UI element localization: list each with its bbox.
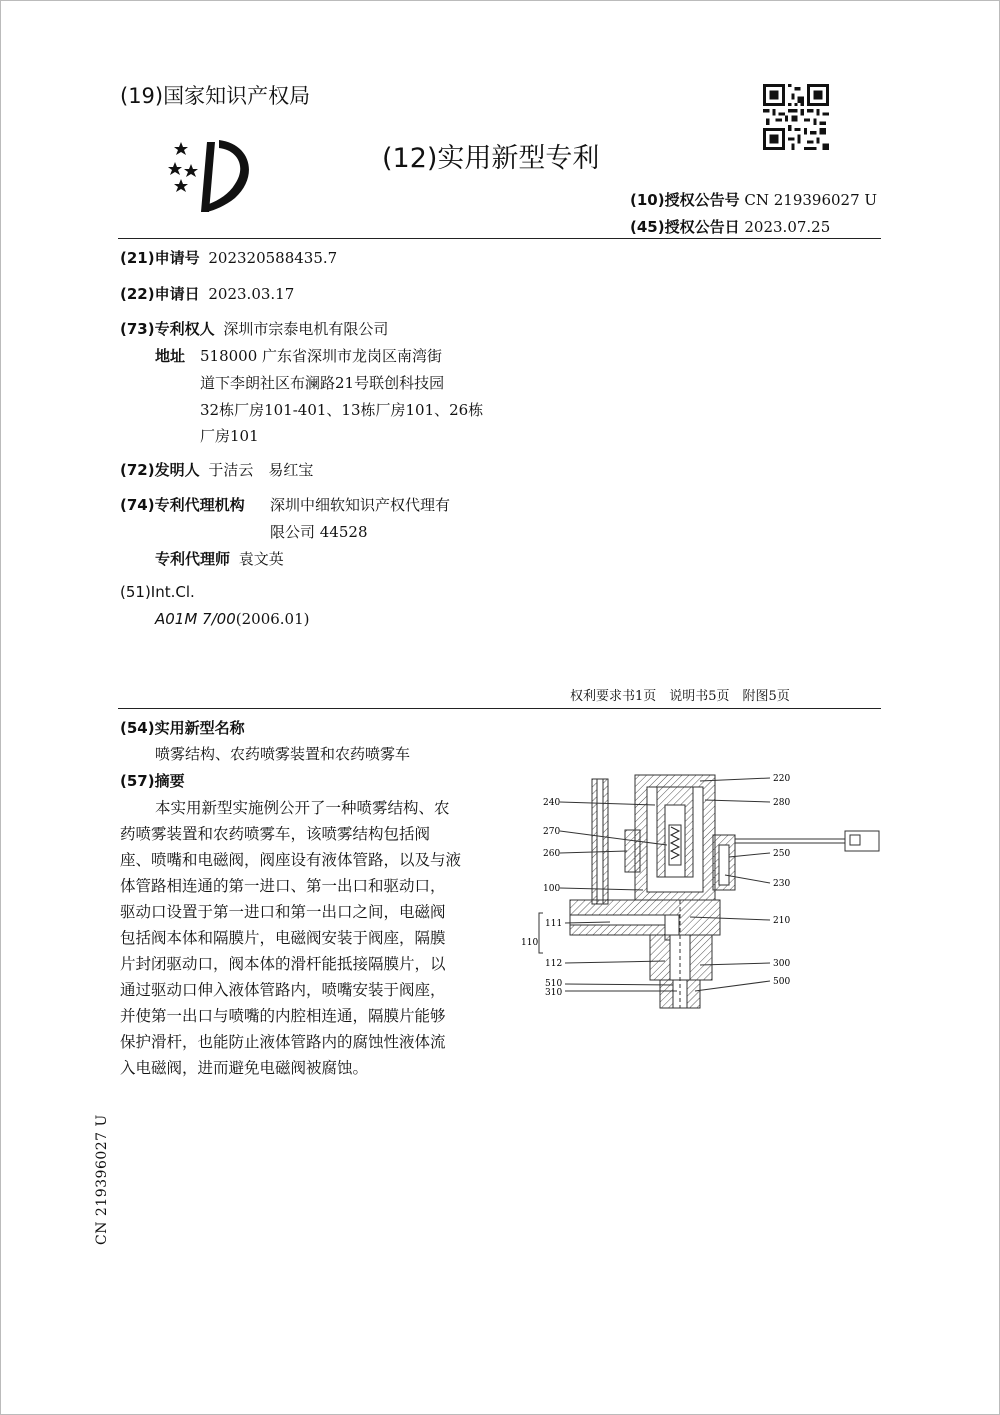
abstract-line: 并使第一出口与喷嘴的内腔相连通，隔膜片能够 [120, 1007, 446, 1025]
publication-number-value: CN 219396027 U [744, 191, 878, 209]
address-line: 32栋厂房101-401、13栋厂房101、26栋 [200, 401, 484, 419]
figure-label-500: 500 [773, 977, 791, 987]
spray-structure-drawing [515, 765, 885, 1015]
abstract-line: 座、喷嘴和电磁阀，阀座设有液体管路，以及与液 [120, 851, 462, 869]
figure-label-100: 100 [543, 884, 561, 894]
application-number-value: 202320588435.7 [208, 249, 338, 267]
figure-label-210: 210 [773, 916, 791, 926]
figure-label-230: 230 [773, 879, 791, 889]
figure-label-110: 110 [521, 938, 539, 948]
abstract-line: 通过驱动口伸入液体管路内，喷嘴安装于阀座， [120, 981, 446, 999]
figure-label-270: 270 [543, 827, 561, 837]
patentee [120, 318, 388, 339]
address-line: 518000 广东省深圳市龙岗区南湾街 [200, 347, 443, 365]
abstract-line: 片封闭驱动口，阀本体的滑杆能抵接隔膜片，以 [120, 955, 446, 973]
agency-line: 深圳中细软知识产权代理有 [270, 496, 451, 514]
abstract-label: (57)摘要 [120, 772, 185, 790]
intcl-classification [155, 610, 309, 628]
utility-model-title-label: (54)实用新型名称 [120, 719, 245, 737]
patent-agent [155, 548, 284, 569]
application-date-value: 2023.03.17 [208, 285, 295, 303]
figure-label-250: 250 [773, 849, 791, 859]
patent-agent-value: 袁文英 [238, 550, 284, 568]
abstract-line: 入电磁阀，进而避免电磁阀被腐蚀。 [120, 1059, 369, 1077]
patentee-label: (73)专利权人 [120, 320, 215, 338]
publication-date [630, 216, 830, 237]
patentee-value: 深圳市宗泰电机有限公司 [223, 320, 389, 338]
intcl-year: (2006.01) [235, 610, 310, 628]
side-publication-number: CN 219396027 U [94, 1114, 110, 1245]
application-number [120, 247, 337, 268]
publication-date-value: 2023.07.25 [744, 218, 831, 236]
section-rule [118, 708, 881, 709]
application-number-label: (21)申请号 [120, 249, 200, 267]
agency-line: 限公司 44528 [270, 523, 368, 541]
abstract-line: 体管路相连通的第一进口、第一出口和驱动口， [120, 877, 446, 895]
abstract-line: 驱动口设置于第一进口和第一出口之间，电磁阀 [120, 903, 446, 921]
figure-label-310: 310 [545, 988, 563, 998]
figure-label-510: 510 [545, 979, 563, 989]
utility-model-title: 喷雾结构、农药喷雾装置和农药喷雾车 [155, 745, 411, 763]
publication-number [630, 189, 877, 210]
drawing-body [539, 775, 879, 1008]
figure-label-280: 280 [773, 798, 791, 808]
page-counts: 权利要求书1页 说明书5页 附图5页 [570, 689, 790, 704]
inventors-value: 于洁云 易红宝 [208, 461, 314, 479]
figure-label-300: 300 [773, 959, 791, 969]
cnipa-logo [163, 138, 263, 218]
intcl-code: A01M 7/00 [155, 610, 236, 628]
inventors-label: (72)发明人 [120, 461, 200, 479]
patent-agent-label: 专利代理师 [155, 550, 231, 568]
address-label: 地址 [155, 347, 186, 365]
abstract-line: 本实用新型实施例公开了一种喷雾结构、农 [155, 799, 450, 817]
agency-label: (74)专利代理机构 [120, 496, 245, 514]
header-rule [118, 238, 881, 239]
application-date-label: (22)申请日 [120, 285, 200, 303]
inventors [120, 459, 313, 480]
abstract-line: 保护滑杆，也能防止液体管路内的腐蚀性液体流 [120, 1033, 446, 1051]
intcl-label: (51)Int.Cl. [120, 583, 195, 601]
figure-label-260: 260 [543, 849, 561, 859]
figure-label-240: 240 [543, 798, 561, 808]
publication-date-label: (45)授权公告日 [630, 218, 740, 236]
document-type: (12)实用新型专利 [382, 143, 600, 174]
application-date [120, 283, 294, 304]
address-line: 厂房101 [200, 427, 259, 445]
qr-code [763, 84, 829, 150]
address-line: 道下李朗社区布澜路21号联创科技园 [200, 374, 445, 392]
office-name: (19)国家知识产权局 [120, 84, 311, 108]
figure-label-111: 111 [545, 919, 563, 929]
figure-label-112: 112 [545, 959, 563, 969]
abstract-line: 药喷雾装置和农药喷雾车，该喷雾结构包括阀 [120, 825, 431, 843]
figure-label-220: 220 [773, 774, 791, 784]
publication-number-label: (10)授权公告号 [630, 191, 740, 209]
abstract-line: 包括阀本体和隔膜片，电磁阀安装于阀座，隔膜 [120, 929, 446, 947]
